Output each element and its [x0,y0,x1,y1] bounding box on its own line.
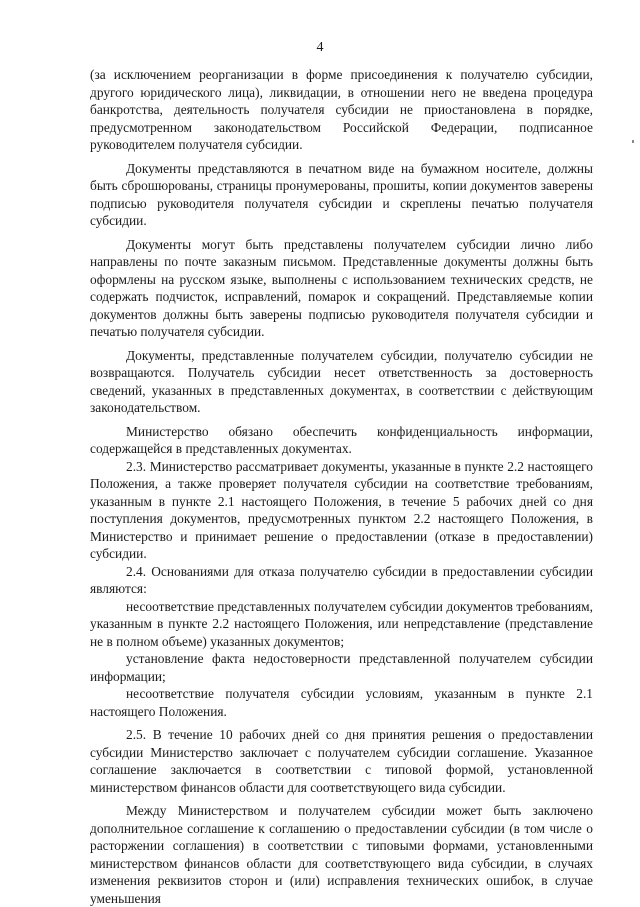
paragraph-2-5: 2.5. В течение 10 рабочих дней со дня принятия решения о предоставлении субсидии Министерство заключает с получателем субсидии соглашение. Указанное соглашение заключается в соответствии с типовой формой, установленной министерством финансов области для соответствующего вида субсидии. [90,727,593,795]
paragraph-refusal-ground-2: установление факта недостоверности представленной получателем субсидии информации; [90,651,593,684]
paragraph-document-submission: Документы могут быть представлены получателем субсидии лично либо направлены по почте заказным письмом. Представленные документы должны быть оформлены на русском языке, выполнены с использованием технических средств, не содержать подчисток, исправлений, помарок и сокращений. Представляемые копии документов должны быть заверены подписью руководителя получателя субсидии и печатью получателя субсидии. [90,236,593,339]
paragraph-documents-not-returned: Документы, представленные получателем субсидии, получателю субсидии не возвращаются. Получатель субсидии несет ответственность за достоверность сведений, указанных в представленных документах, в соответствии с действующим законодательством. [90,347,593,415]
paragraph-continuation: (за исключением реорганизации в форме присоединения к получателю субсидии, другого юридического лица), ликвидации, в отношении него не введена процедура банкротства, деятельность получателя субсидии не приостановлена в порядке, предусмотренном законодательством Российской Федерации, подписанное руководителем получателя субсидии. [90,67,593,152]
paragraph-additional-agreement: Между Министерством и получателем субсидии может быть заключено дополнительное соглашение к соглашению о предоставлении субсидии (в том числе о расторжении соглашения) в соответствии с типовыми формами, установленными министерством финансов области для соответствующего вида субсидии, в случаях изменения реквизитов сторон и (или) исправления технических ошибок, в случае уменьшения [90,803,593,906]
page-number: 4 [316,40,324,55]
document-body [90,66,593,907]
paragraph-document-format: Документы представляются в печатном виде на бумажном носителе, должны быть сброшюрованы, страницы пронумерованы, прошиты, копии документов заверены подписью руководителя получателя субсидии и скреплены печатью получателя субсидии. [90,160,593,228]
paragraph-2-4: 2.4. Основаниями для отказа получателю субсидии в предоставлении субсидии являются: [90,563,593,596]
scan-margin-mark [632,140,634,143]
paragraph-refusal-ground-3: несоответствие получателя субсидии условиям, указанным в пункте 2.1 настоящего Положения. [90,686,593,719]
paragraph-refusal-ground-1: несоответствие представленных получателем субсидии документов требованиям, указанным в пункте 2.2 настоящего Положения, или непредставление (представление не в полном объеме) указанных документов; [90,598,593,649]
paragraph-2-3: 2.3. Министерство рассматривает документы, указанные в пункте 2.2 настоящего Положения, а также проверяет получателя субсидии на соответствие требованиям, указанным в пункте 2.1 настоящего Положения, в течение 5 рабочих дней со дня поступления документов, предусмотренных пунктом 2.2 настоящего Положения, в Министерство и принимает решение о предоставлении (отказе в предоставлении) субсидии. [90,458,593,561]
paragraph-confidentiality: Министерство обязано обеспечить конфиденциальность информации, содержащейся в представленных документах. [90,423,593,456]
